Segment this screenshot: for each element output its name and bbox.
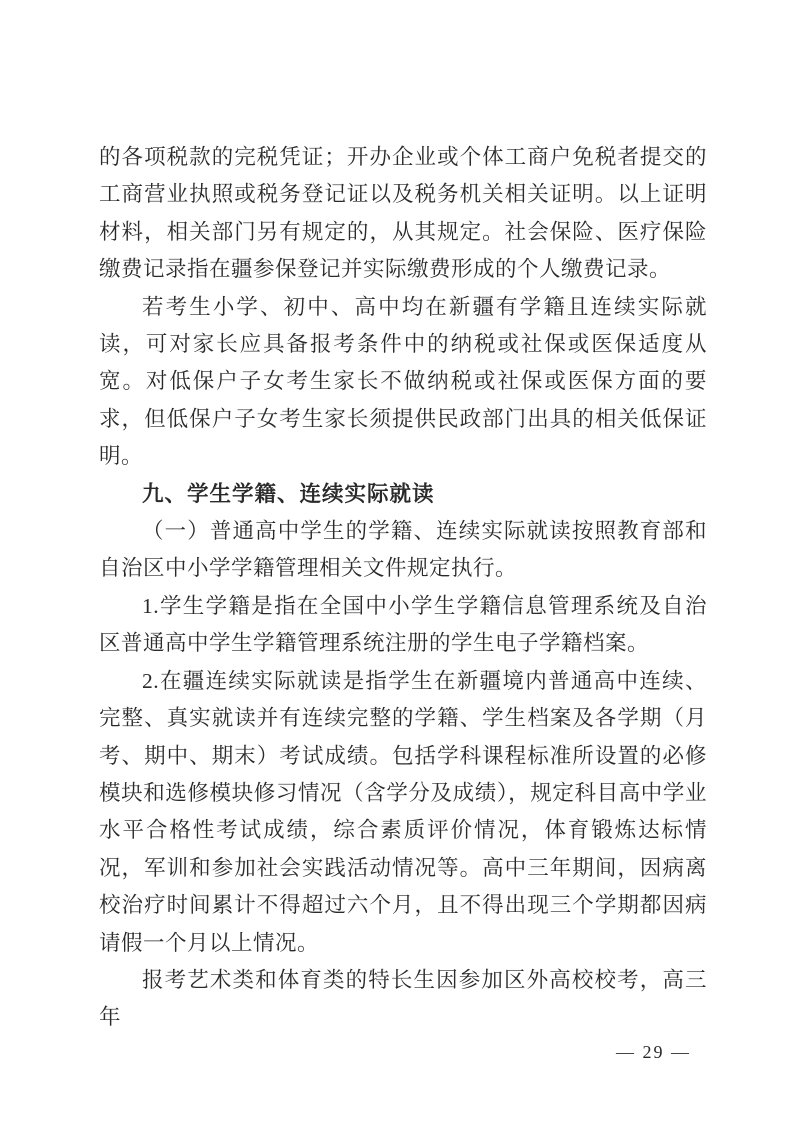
paragraph-art-sports-students: 报考艺术类和体育类的特长生因参加区外高校校考，高三年	[99, 967, 707, 1030]
page-number: — 29 —	[616, 1042, 691, 1062]
paragraph-item-1-policy-basis: （一）普通高中学生的学籍、连续实际就读按照教育部和自治区中小学学籍管理相关文件规定执行。	[99, 519, 707, 581]
paragraph-tax-certificates: 的各项税款的完税凭证；开办企业或个体工商户免税者提交的工商营业执照或税务登记证以及税务机关相关证明。以上证明材料，相关部门另有规定的，从其规定。社会保险、医疗保险缴费记录指在疆参保登记并实际缴费形成的个人缴费记录。	[99, 145, 707, 282]
paragraph-definition-continuous-study: 2.在疆连续实际就读是指学生在新疆境内普通高中连续、完整、真实就读并有连续完整的学籍、学生档案及各学期（月考、期中、期末）考试成绩。包括学科课程标准所设置的必修模块和选修模块修习情况（含学分及成绩），规定科目高中学业水平合格性考试成绩，综合素质评价情况，体育锻炼达标情况，军训和参加社会实践活动情况等。高中三年期间，因病离校治疗时间累计不得超过六个月，且不得出现三个学期都因病请假一个月以上情况。	[99, 668, 707, 955]
document-body	[99, 139, 707, 1037]
section-heading-student-enrollment: 九、学生学籍、连续实际就读	[142, 481, 435, 506]
paragraph-leniency-for-local-students: 若考生小学、初中、高中均在新疆有学籍且连续实际就读，可对家长应具备报考条件中的纳税或社保或医保适度从宽。对低保户子女考生家长不做纳税或社保或医保方面的要求，但低保户子女考生家长须提供民政部门出具的相关低保证明。	[99, 294, 707, 469]
paragraph-definition-student-status: 1.学生学籍是指在全国中小学生学籍信息管理系统及自治区普通高中学生学籍管理系统注册的学生电子学籍档案。	[99, 593, 707, 656]
